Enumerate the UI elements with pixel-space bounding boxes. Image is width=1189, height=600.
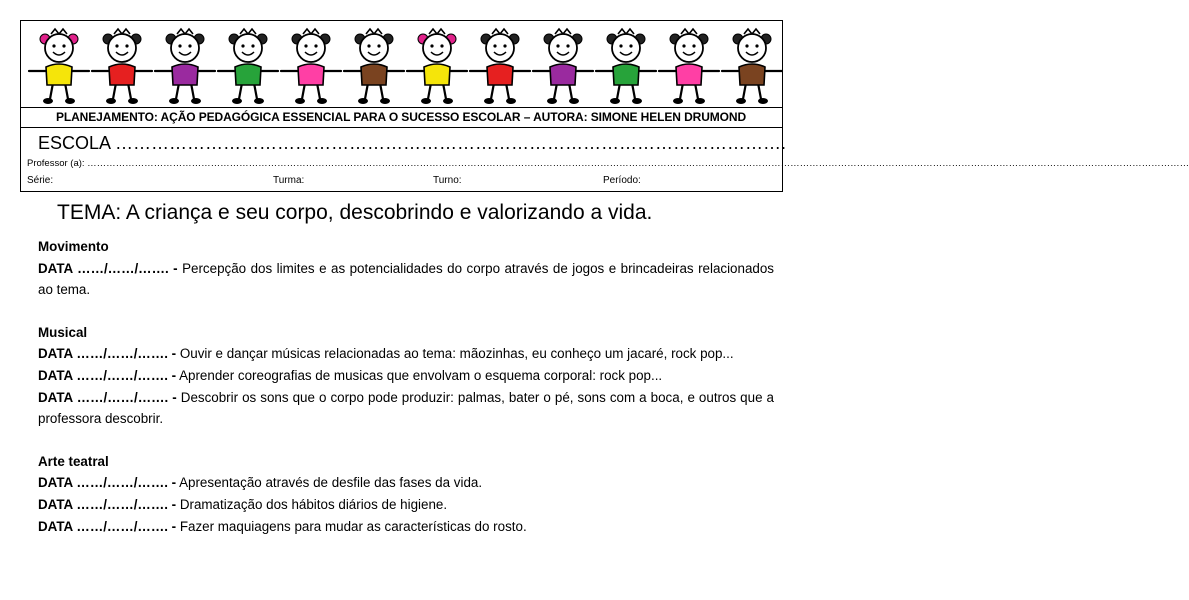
child-eye — [304, 44, 307, 47]
child-shoe — [673, 98, 683, 104]
activity-text: Percepção dos limites e as potencialidades do corpo através de jogos e brincadeiras relacionados ao tema. — [38, 260, 774, 298]
child-head — [45, 34, 73, 62]
child-head — [108, 34, 136, 62]
child-eye — [682, 44, 685, 47]
child-eye — [745, 44, 748, 47]
child-head — [612, 34, 640, 62]
date-label: DATA ……/……/……. - — [38, 518, 177, 534]
child-shoe — [695, 98, 705, 104]
child-eye — [367, 44, 370, 47]
children-illustration — [21, 21, 781, 107]
child-shoe — [506, 98, 516, 104]
child-shoe — [443, 98, 453, 104]
date-label: DATA ……/……/……. - — [38, 346, 177, 362]
child-shoe — [758, 98, 768, 104]
child-shoe — [736, 98, 746, 104]
theme-title: TEMA: A criança e seu corpo, descobrindo e valorizando a vida. — [57, 201, 653, 224]
activity-text: Dramatização dos hábitos diários de higiene. — [176, 496, 448, 512]
spacer — [38, 301, 774, 322]
section-title-arte-teatral: Arte teatral — [38, 453, 109, 469]
child-shirt — [424, 64, 450, 85]
activity-text: Ouvir e dançar músicas relacionadas ao tema: mãozinhas, eu conheço um jacaré, rock pop... — [176, 346, 734, 362]
child-eye — [619, 44, 622, 47]
child-eye — [503, 44, 506, 47]
child-shirt — [235, 64, 261, 85]
child-shoe — [484, 98, 494, 104]
child-figure — [218, 29, 278, 104]
child-shirt — [613, 64, 639, 85]
child-eye — [115, 44, 118, 47]
child-shoe — [569, 98, 579, 104]
child-shoe — [421, 98, 431, 104]
child-shirt — [739, 64, 765, 85]
child-shoe — [106, 98, 116, 104]
divider — [21, 107, 782, 108]
child-figure — [92, 29, 152, 104]
child-eye — [755, 44, 758, 47]
child-shoe — [317, 98, 327, 104]
child-eye — [188, 44, 191, 47]
child-shoe — [232, 98, 242, 104]
child-shirt — [676, 64, 702, 85]
child-head — [234, 34, 262, 62]
child-eye — [556, 44, 559, 47]
periodo-label: Período: — [603, 175, 641, 186]
child-head — [486, 34, 514, 62]
child-figure — [659, 29, 719, 104]
activity-item — [38, 258, 774, 301]
activity-item — [38, 343, 774, 365]
children-banner — [21, 21, 781, 107]
date-label: DATA ……/……/……. - — [38, 496, 177, 512]
teacher-field: Professor (a): …………………………………………………………………………………………………………………………………………………………………………………………………………………………………………………………………………………………………………………… — [27, 158, 1189, 169]
child-shirt — [487, 64, 513, 85]
child-eye — [52, 44, 55, 47]
section-title-musical: Musical — [38, 324, 88, 340]
child-eye — [62, 44, 65, 47]
child-shoe — [610, 98, 620, 104]
child-shoe — [65, 98, 75, 104]
child-figure — [281, 29, 341, 104]
child-eye — [629, 44, 632, 47]
child-eye — [314, 44, 317, 47]
child-shoe — [295, 98, 305, 104]
child-shoe — [128, 98, 138, 104]
child-eye — [566, 44, 569, 47]
child-eye — [125, 44, 128, 47]
activity-plan — [38, 236, 774, 537]
child-eye — [440, 44, 443, 47]
activity-item — [38, 472, 774, 494]
child-eye — [493, 44, 496, 47]
planning-title: PLANEJAMENTO: AÇÃO PEDAGÓGICA ESSENCIAL PARA O SUCESSO ESCOLAR – AUTORA: SIMONE HELEN DRUMOND — [55, 110, 747, 124]
child-head — [738, 34, 766, 62]
turma-label: Turma: — [273, 175, 305, 186]
activity-text: Descobrir os sons que o corpo pode produzir: palmas, bater o pé, sons com a boca, e outros que a professora descobrir. — [38, 389, 774, 427]
child-eye — [251, 44, 254, 47]
child-shoe — [169, 98, 179, 104]
header-frame — [20, 20, 1189, 192]
child-figure — [407, 29, 467, 104]
child-head — [549, 34, 577, 62]
date-label: DATA ……/……/……. - — [38, 389, 177, 405]
child-head — [360, 34, 388, 62]
date-label: DATA ……/……/……. - — [38, 367, 177, 383]
child-shirt — [46, 64, 72, 85]
child-shirt — [361, 64, 387, 85]
turno-label: Turno: — [433, 175, 462, 186]
child-figure — [722, 29, 782, 104]
activity-item — [38, 365, 774, 387]
child-shirt — [298, 64, 324, 85]
child-shoe — [43, 98, 53, 104]
child-eye — [430, 44, 433, 47]
spacer — [38, 430, 774, 451]
child-shoe — [254, 98, 264, 104]
divider — [21, 127, 782, 128]
child-figure — [29, 29, 89, 104]
child-head — [171, 34, 199, 62]
child-figure — [596, 29, 656, 104]
child-shirt — [550, 64, 576, 85]
child-figure — [344, 29, 404, 104]
child-eye — [178, 44, 181, 47]
activity-item — [38, 494, 774, 516]
activity-item — [38, 387, 774, 430]
child-shirt — [109, 64, 135, 85]
child-head — [423, 34, 451, 62]
activity-text: Fazer maquiagens para mudar as características do rosto. — [176, 518, 527, 534]
section-title-movimento: Movimento — [38, 239, 109, 254]
activity-text: Apresentação através de desfile das fases da vida. — [176, 475, 483, 491]
child-eye — [241, 44, 244, 47]
date-label: DATA ……/……/……. - — [38, 475, 177, 491]
child-head — [297, 34, 325, 62]
school-field: ESCOLA …………………………………………………………………………………………………. — [38, 133, 787, 153]
child-eye — [377, 44, 380, 47]
activity-item — [38, 516, 774, 538]
child-shoe — [191, 98, 201, 104]
child-shoe — [547, 98, 557, 104]
child-shoe — [380, 98, 390, 104]
date-label: DATA ……/……/……. - — [38, 260, 178, 276]
child-shirt — [172, 64, 198, 85]
child-eye — [692, 44, 695, 47]
child-shoe — [632, 98, 642, 104]
child-figure — [533, 29, 593, 104]
child-head — [675, 34, 703, 62]
child-shoe — [358, 98, 368, 104]
serie-label: Série: — [27, 175, 54, 186]
child-figure — [470, 29, 530, 104]
activity-text: Aprender coreografias de musicas que envolvam o esquema corporal: rock pop... — [176, 367, 663, 383]
child-figure — [155, 29, 215, 104]
